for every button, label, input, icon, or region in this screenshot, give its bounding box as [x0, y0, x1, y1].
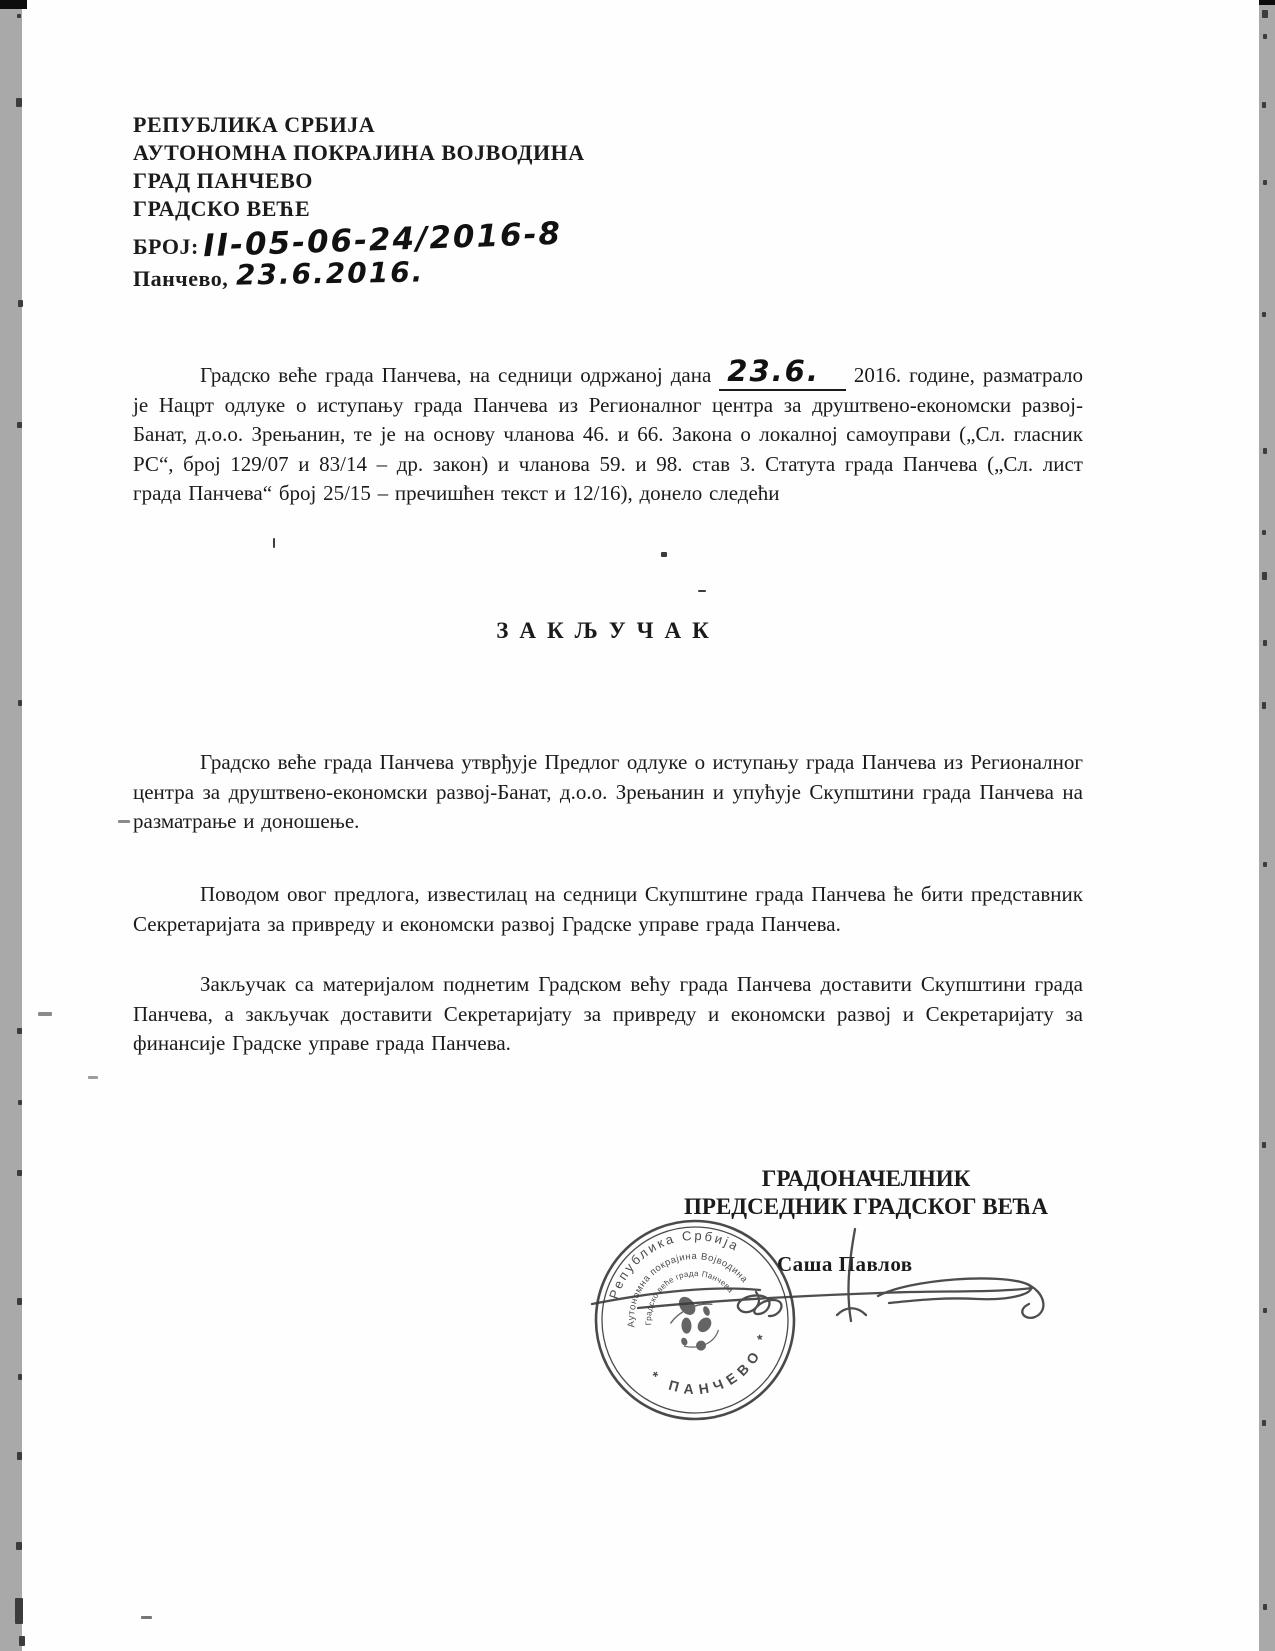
scan-artifact — [18, 1100, 22, 1105]
scan-artifact — [1262, 102, 1266, 108]
stamp-bottom-city: * ПАНЧЕВО * — [647, 1327, 772, 1398]
paragraph-distribution: Закључак са материјалом поднетим Градском већу града Панчева доставити Скупштини града Панчева, а закључак доставити Секретаријату за привреду и економски развој и Секретаријату за финансије Градске управе града Панчева. — [133, 972, 1083, 1055]
scan-artifact — [18, 1374, 22, 1380]
paragraph-intro-after: 2016. године, разматрало је Нацрт одлуке о иступању града Панчева из Регионалног центра за друштвено-економски развој-Банат, д.о.о. Зрењанин, те је на основу чланова 46. и 66. Закона о локалној самоуправи („Сл. гласник РС“, број 129/07 и 83/14 – др. закон) и чланова 59. и 98. став 3. Статута града Панчева („Сл. лист града Панчева“ број 25/15 – пречишћен текст и 12/16), донело следећи — [133, 363, 1083, 505]
stamp-ring-republic: Република Србија — [605, 1227, 743, 1301]
scan-artifact — [1263, 640, 1267, 646]
signature-scribble — [578, 1222, 1058, 1340]
scan-artifact — [1262, 10, 1268, 18]
scan-artifact — [16, 1542, 22, 1550]
paragraph-intro-before: Градско веће града Панчева, на седници одржаној дана — [200, 363, 712, 387]
scan-artifact — [118, 820, 130, 823]
conclusion-heading: ЗАКЉУЧАК — [496, 618, 720, 643]
scan-artifact — [15, 1598, 23, 1624]
scan-artifact — [1263, 34, 1267, 39]
doc-number-handwritten: II-05-06-24/2016-8 — [202, 215, 563, 265]
scan-artifact — [1262, 1420, 1266, 1426]
scan-artifact — [38, 1012, 52, 1016]
scan-artifact — [1262, 1142, 1266, 1148]
stamp-ring-province: Аутономна покрајина Војводина — [625, 1250, 750, 1328]
scan-artifact — [18, 700, 22, 706]
signer-name: Саша Павлов — [777, 1252, 913, 1276]
signature-title-mayor: ГРАДОНАЧЕЛНИК — [761, 1166, 971, 1191]
scan-artifact — [141, 1616, 152, 1619]
stamp-ring-council: Градско веће града Панчева — [643, 1268, 736, 1326]
letterhead-line-republic: РЕПУБЛИКА СРБИЈА — [133, 112, 376, 137]
signature-title-president: ПРЕДСЕДНИК ГРАДСКОГ ВЕЋА — [684, 1194, 1048, 1219]
scan-artifact — [1263, 1604, 1267, 1610]
paragraph-decision: Градско веће града Панчева утврђује Предлог одлуке о иступању града Панчева из Регионалног центра за друштвено-економски развој-Банат, д.о.о. Зрењанин и упућује Скупштини града Панчева на разматрање и доношење. — [133, 750, 1083, 833]
scan-artifact — [661, 552, 667, 557]
date-handwritten: 23.6.2016. — [235, 255, 425, 292]
paragraph-intro — [133, 354, 1083, 509]
letterhead-line-council: ГРАДСКО ВЕЋЕ — [133, 196, 311, 221]
letterhead-line-province: АУТОНОМНА ПОКРАЈИНА ВОЈВОДИНА — [133, 140, 585, 165]
scan-artifact — [1262, 530, 1266, 535]
place-date-row — [133, 255, 425, 293]
scan-artifact — [698, 590, 706, 592]
scan-artifact — [17, 1298, 22, 1305]
scan-artifact — [18, 300, 23, 307]
place-label: Панчево, — [133, 266, 229, 291]
scan-artifact — [16, 98, 22, 107]
letterhead-line-city: ГРАД ПАНЧЕВО — [133, 168, 313, 193]
scan-artifact — [17, 1170, 22, 1176]
scan-artifact — [1263, 1308, 1267, 1313]
scan-artifact — [1262, 572, 1267, 580]
session-date-handwritten: 23.6. — [719, 354, 846, 391]
scan-artifact — [17, 1452, 22, 1460]
scan-artifact — [273, 538, 275, 548]
doc-number-label: БРОЈ: — [133, 234, 199, 259]
scan-edge-right — [1259, 0, 1275, 1651]
scan-artifact — [17, 1028, 22, 1034]
scan-artifact — [0, 0, 27, 9]
scan-artifact — [17, 14, 21, 18]
scan-artifact — [88, 1076, 98, 1079]
scan-artifact — [1263, 180, 1267, 185]
scan-artifact — [1262, 312, 1266, 317]
paragraph-rapporteur: Поводом овог предлога, известилац на седници Скупштине града Панчева ће бити представник Секретаријата за привреду и економски развој Градске управе града Панчева. — [133, 882, 1083, 936]
scan-edge-left — [0, 0, 22, 1651]
scan-artifact — [19, 1636, 25, 1646]
scan-artifact — [1263, 448, 1267, 454]
scan-artifact — [1262, 702, 1266, 709]
scan-artifact — [17, 422, 22, 428]
scan-artifact — [1263, 862, 1267, 867]
scan-artifact — [1259, 0, 1275, 5]
